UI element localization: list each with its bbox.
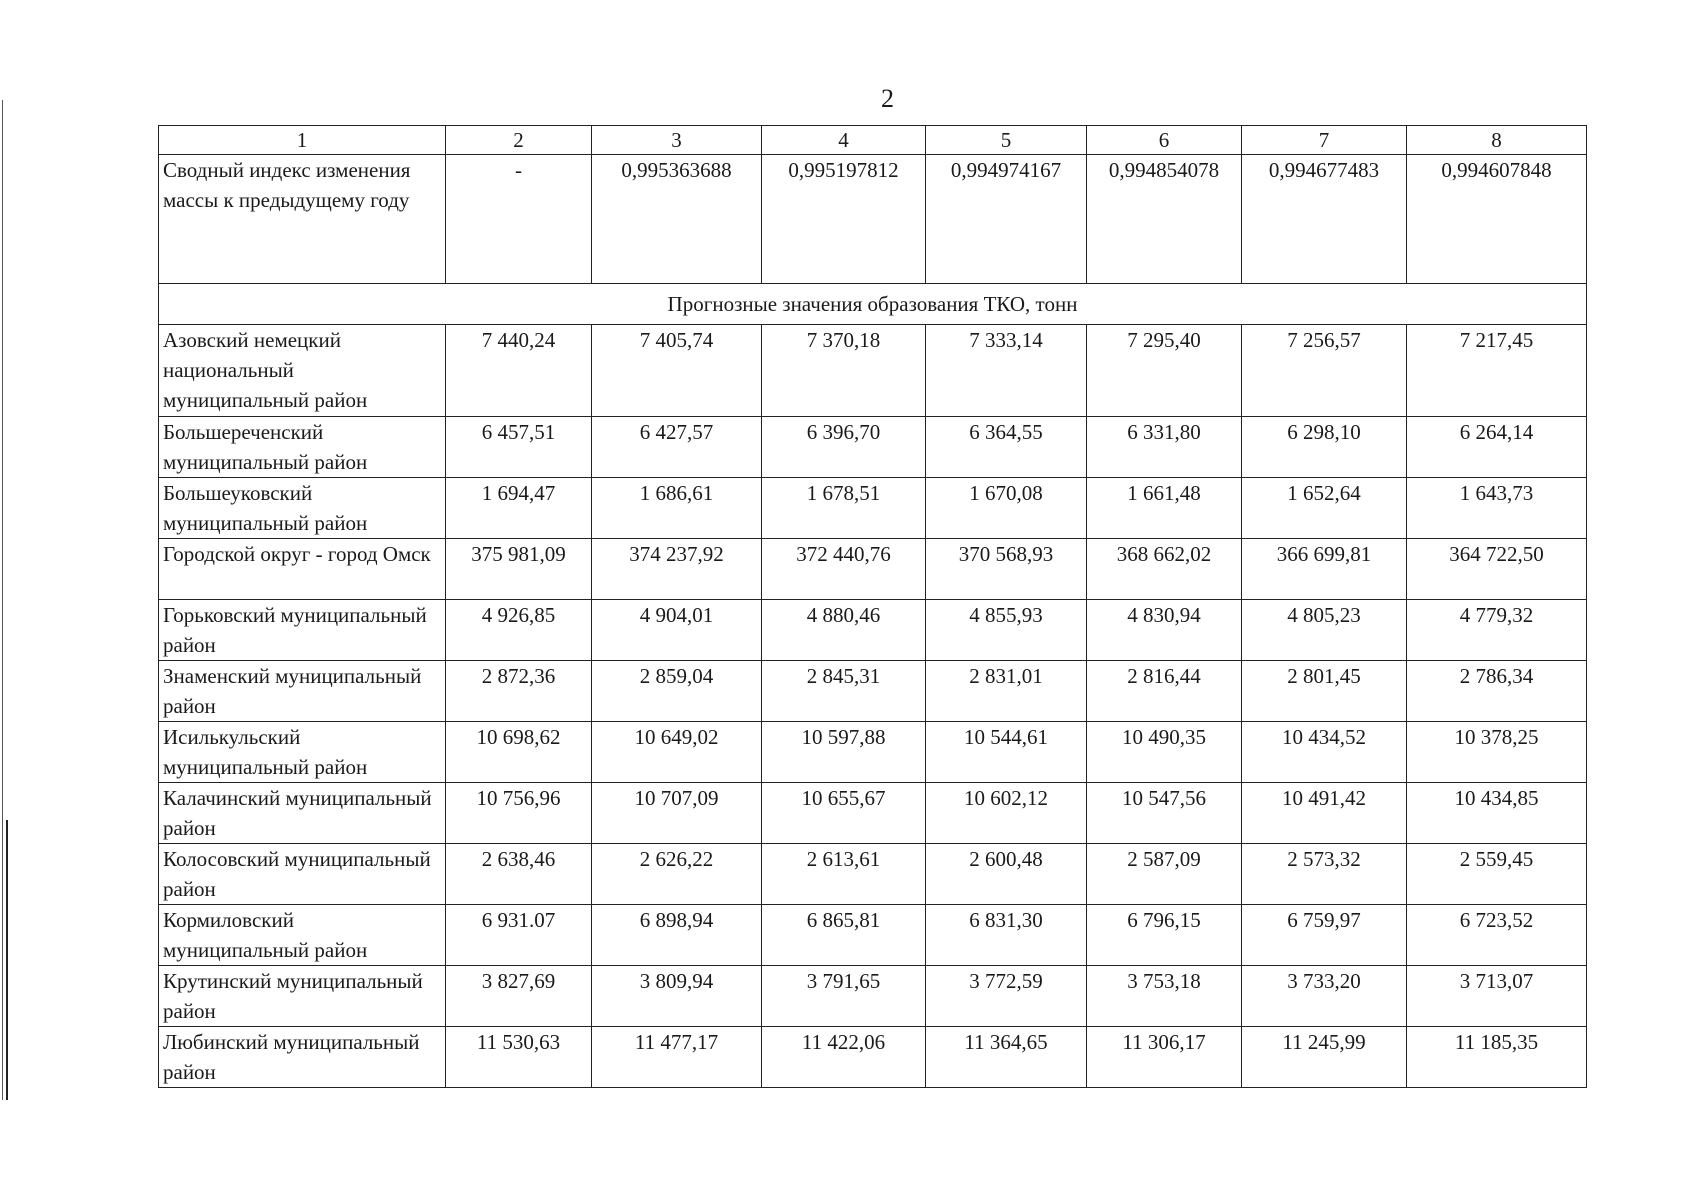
table-cell: 7 295,40 [1087,325,1242,417]
table-cell: 3 809,94 [592,966,762,1027]
column-number-header: 6 [1087,126,1242,155]
row-label: Большереченский муниципальный район [159,417,446,478]
table-cell: 370 568,93 [926,539,1087,600]
table-cell: 1 670,08 [926,478,1087,539]
table-cell: 6 298,10 [1242,417,1407,478]
table-cell: 0,994607848 [1407,155,1587,284]
table-cell: 10 707,09 [592,783,762,844]
table-row [159,600,1587,661]
table-row [159,966,1587,1027]
table-cell: 364 722,50 [1407,539,1587,600]
table-cell: 2 786,34 [1407,661,1587,722]
table-cell: 2 801,45 [1242,661,1407,722]
table-cell: 6 796,15 [1087,905,1242,966]
table-cell: 6 364,55 [926,417,1087,478]
column-number-header: 7 [1242,126,1407,155]
table-row [159,783,1587,844]
row-label: Знаменский муниципальный район [159,661,446,722]
table-cell: 0,994974167 [926,155,1087,284]
scan-margin-line [6,820,8,1100]
table-cell: 6 427,57 [592,417,762,478]
table-cell: 4 904,01 [592,600,762,661]
table-cell: 10 698,62 [446,722,592,783]
table-cell: 10 649,02 [592,722,762,783]
table-cell: 7 256,57 [1242,325,1407,417]
table-cell: 10 491,42 [1242,783,1407,844]
table-cell: 374 237,92 [592,539,762,600]
table-cell: 2 626,22 [592,844,762,905]
table-cell: 11 185,35 [1407,1027,1587,1088]
row-label: Сводный индекс изменения массы к предыдущему году [159,155,446,284]
section-title: Прогнозные значения образования ТКО, тонн [159,284,1587,325]
table-cell: - [446,155,592,284]
table-cell: 6 898,94 [592,905,762,966]
table-cell: 0,995197812 [762,155,926,284]
mass-index-row [159,155,1587,284]
row-label: Кормиловский муниципальный район [159,905,446,966]
table-cell: 1 678,51 [762,478,926,539]
table-cell: 11 530,63 [446,1027,592,1088]
column-number-header: 1 [159,126,446,155]
table-cell: 3 791,65 [762,966,926,1027]
table-cell: 11 364,65 [926,1027,1087,1088]
table-cell: 6 331,80 [1087,417,1242,478]
table-cell: 372 440,76 [762,539,926,600]
table-cell: 10 434,52 [1242,722,1407,783]
table-cell: 1 661,48 [1087,478,1242,539]
table-cell: 6 723,52 [1407,905,1587,966]
table-cell: 7 440,24 [446,325,592,417]
table-cell: 2 613,61 [762,844,926,905]
table-cell: 2 872,36 [446,661,592,722]
row-label: Колосовский муниципальный район [159,844,446,905]
table-row [159,325,1587,417]
table-cell: 375 981,09 [446,539,592,600]
table-cell: 3 733,20 [1242,966,1407,1027]
table-cell: 3 713,07 [1407,966,1587,1027]
table-cell: 6 396,70 [762,417,926,478]
table-cell: 2 816,44 [1087,661,1242,722]
page-number: 2 [881,84,894,113]
table-row [159,1027,1587,1088]
table-cell: 3 827,69 [446,966,592,1027]
row-label: Городской округ - город Омск [159,539,446,600]
row-label: Исилькульский муниципальный район [159,722,446,783]
row-label: Калачинский муниципальный район [159,783,446,844]
table-cell: 2 831,01 [926,661,1087,722]
table-cell: 2 638,46 [446,844,592,905]
table-cell: 6 865,81 [762,905,926,966]
table-cell: 11 422,06 [762,1027,926,1088]
row-label: Крутинский муниципальный район [159,966,446,1027]
table-row [159,905,1587,966]
table-cell: 10 490,35 [1087,722,1242,783]
scan-margin-line [2,100,3,1100]
table-cell: 10 655,67 [762,783,926,844]
table-cell: 2 573,32 [1242,844,1407,905]
table-cell: 11 245,99 [1242,1027,1407,1088]
column-number-header: 2 [446,126,592,155]
table-cell: 11 306,17 [1087,1027,1242,1088]
waste-forecast-table [158,125,1587,1088]
table-row [159,478,1587,539]
table-cell: 2 559,45 [1407,844,1587,905]
table-cell: 6 931.07 [446,905,592,966]
table-cell: 10 434,85 [1407,783,1587,844]
table-cell: 6 457,51 [446,417,592,478]
table-row [159,539,1587,600]
table-cell: 4 926,85 [446,600,592,661]
table-cell: 3 753,18 [1087,966,1242,1027]
table-cell: 7 370,18 [762,325,926,417]
table-cell: 2 845,31 [762,661,926,722]
row-label: Горьковский муниципальный район [159,600,446,661]
column-number-row [159,126,1587,155]
table-cell: 4 779,32 [1407,600,1587,661]
row-label: Любинский муниципальный район [159,1027,446,1088]
table-cell: 10 597,88 [762,722,926,783]
table-cell: 0,994677483 [1242,155,1407,284]
column-number-header: 4 [762,126,926,155]
table-cell: 11 477,17 [592,1027,762,1088]
table-cell: 6 831,30 [926,905,1087,966]
table-cell: 1 686,61 [592,478,762,539]
table-row [159,844,1587,905]
table-cell: 6 759,97 [1242,905,1407,966]
table-cell: 2 587,09 [1087,844,1242,905]
table-cell: 6 264,14 [1407,417,1587,478]
table-cell: 1 652,64 [1242,478,1407,539]
row-label: Азовский немецкий национальный муниципальный район [159,325,446,417]
table-cell: 10 756,96 [446,783,592,844]
table-cell: 4 830,94 [1087,600,1242,661]
table-cell: 10 544,61 [926,722,1087,783]
table-row [159,661,1587,722]
table-cell: 7 217,45 [1407,325,1587,417]
table-cell: 4 855,93 [926,600,1087,661]
table-cell: 1 643,73 [1407,478,1587,539]
table-cell: 10 547,56 [1087,783,1242,844]
table-cell: 4 880,46 [762,600,926,661]
table-cell: 2 859,04 [592,661,762,722]
table-cell: 1 694,47 [446,478,592,539]
table-cell: 10 378,25 [1407,722,1587,783]
table-cell: 3 772,59 [926,966,1087,1027]
table-cell: 366 699,81 [1242,539,1407,600]
table-cell: 0,994854078 [1087,155,1242,284]
table-cell: 7 333,14 [926,325,1087,417]
table-cell: 2 600,48 [926,844,1087,905]
table-row [159,722,1587,783]
table-row [159,417,1587,478]
row-label: Большеуковский муниципальный район [159,478,446,539]
section-header-row [159,284,1587,325]
column-number-header: 8 [1407,126,1587,155]
table-cell: 0,995363688 [592,155,762,284]
table-cell: 368 662,02 [1087,539,1242,600]
column-number-header: 3 [592,126,762,155]
column-number-header: 5 [926,126,1087,155]
table-cell: 7 405,74 [592,325,762,417]
table-cell: 10 602,12 [926,783,1087,844]
table-cell: 4 805,23 [1242,600,1407,661]
